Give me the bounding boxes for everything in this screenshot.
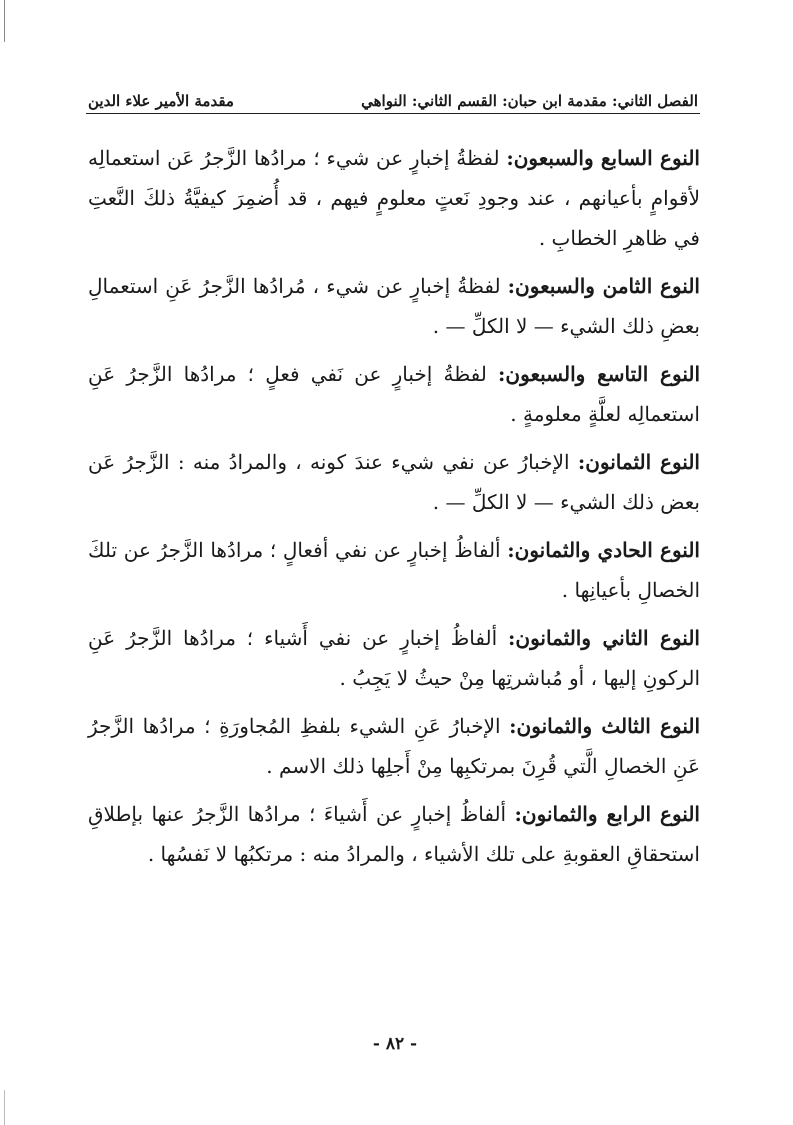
paragraph-84: [88, 794, 700, 874]
scan-edge-line-top: [4, 0, 5, 42]
running-header: [88, 78, 698, 110]
type-definition: ألفاظُ إخبارٍ عن نفي أفعالٍ ؛ مرادُها الزَّجرُ عن تلكَ الخصالِ بأعيانِها .: [88, 538, 700, 602]
type-heading: النوع الثمانون:: [577, 450, 700, 474]
paragraph-83: [88, 706, 700, 786]
type-definition: لفظةُ إخبارٍ عن نَفي فعلٍ ؛ مرادُها الزَّجرُ عَنِ استعمالِه لعلَّةٍ معلومةٍ .: [88, 362, 700, 426]
type-heading: النوع الرابع والثمانون:: [514, 802, 700, 826]
type-heading: النوع الحادي والثمانون:: [507, 538, 700, 562]
type-definition: ألفاظُ إخبارٍ عن نفي أَشياء ؛ مرادُها الزَّجرُ عَنِ الركونِ إليها ، أو مُباشرتِها مِنْ حيثُ لا يَجِبُ .: [88, 626, 700, 690]
header-divider: [86, 113, 700, 114]
type-definition: لفظةُ إخبارٍ عن شيء ؛ مرادُها الزَّجرُ عَن استعمالِه لأقوامٍ بأعيانهم ، عند وجودِ نَعتٍ معلومٍ فيهم ، قد أُضمِرَ كيفيَّةُ ذلكَ النَّعتِ في ظاهرِ الخطابِ .: [88, 146, 700, 250]
type-definition: ألفاظُ إخبارٍ عن أَشياءَ ؛ مرادُها الزَّجرُ عنها بإطلاقِ استحقاقِ العقوبةِ على تلك الأشياء ، والمرادُ منه : مرتكبُها لا نَفسُها .: [88, 802, 700, 866]
type-definition: الإخبارُ عن نفي شيء عندَ كونه ، والمرادُ منه : الزَّجرُ عَن بعض ذلك الشيء — لا الكلِّ — .: [88, 450, 700, 514]
body-text: [88, 138, 700, 882]
type-heading: النوع التاسع والسبعون:: [498, 362, 700, 386]
paragraph-79: [88, 354, 700, 434]
type-heading: النوع الثالث والثمانون:: [509, 714, 700, 738]
type-heading: النوع الثاني والثمانون:: [508, 626, 700, 650]
page-number: - ٨٢ -: [372, 1034, 418, 1054]
paragraph-81: [88, 530, 700, 610]
type-definition: الإخبارُ عَنِ الشيء بلفظِ المُجاورَةِ ؛ مرادُها الزَّجرُ عَنِ الخصالِ الَّتي قُرِنَ بمرتكبِها مِنْ أَجلِها ذلك الاسم .: [88, 714, 700, 778]
paragraph-78: [88, 266, 700, 346]
type-heading: النوع الثامن والسبعون:: [507, 274, 700, 298]
type-definition: لفظةُ إخبارٍ عن شيء ، مُرادُها الزَّجرُ عَنِ استعمالِ بعضِ ذلك الشيء — لا الكلِّ — .: [88, 274, 700, 338]
paragraph-82: [88, 618, 700, 698]
paragraph-80: [88, 442, 700, 522]
book-title: مقدمة الأمير علاء الدين: [88, 92, 234, 110]
paragraph-77: [88, 138, 700, 258]
scan-edge-line-bottom: [4, 1090, 5, 1125]
type-heading: النوع السابع والسبعون:: [506, 146, 700, 170]
chapter-title: الفصل الثاني: مقدمة ابن حبان: القسم الثاني: النواهي: [361, 92, 698, 110]
